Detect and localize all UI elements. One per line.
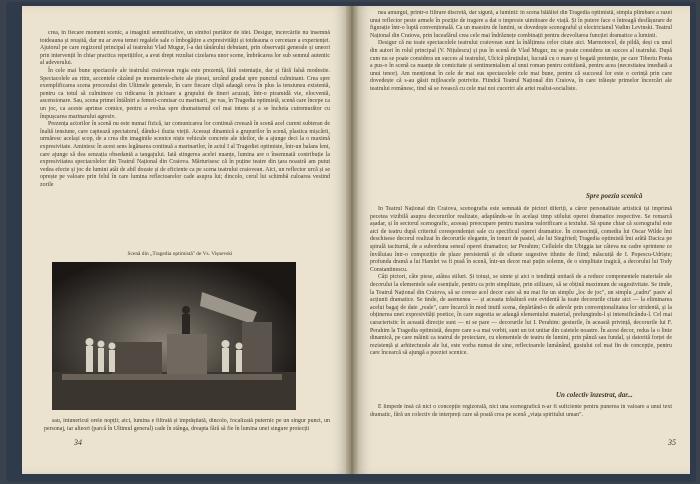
left-page-bottom-text: [44, 418, 330, 438]
right-paragraph: Câți pictori, câte piese, atâtea stiluri. Și totuși, se simte și aici o tendință unitară de a reduce componentele materiale ale decorului la elementele sale esențiale, pentru ca prin simplitate, prin stilizare, să se obțină maximum de sugestivitate. Se tinde, la Teatrul Național din Craiova, să se creeze acel decor care să nu mai fie un simplu „loc de joc", un simplu „cadru" pasiv al acțiunii dramatice. Se tinde, de asemenea — și aceasta trăsătură este evidentă la toate decorurile citate aici — la eliminarea acelui bagaj de date „reale", care încarcă în mod inutil scena, depărtând-o de adevăr prin convenționalitatea lor stridentă, și la obținerea unei expresivități poetice, în care sugestia se adaugă elementului material, prelungindu-l și intensificându-l. Cel mai caracteristic în această direcție sunt — ni se pare — decorurile lui I. Perahim: gesturile, în această privință, decorurile lui F. Perahim la Tragedia optimistă, despre care s-a mai vorbit, sunt un tot unitar din caietele noastre. În acest decor, redus la o linie dinamică, pe care mâinii ca teatrul de proiectare, cu elementele de teatru de lumini, prin pânză sau fundal, și datorită forței de rezistență și arhitecturale ale lui, este vorba numai de sine, reflectoarele lumânând, gustului cel mai fin de concepție, pentru care încearcă să ajungă a poeziei scenice.: [370, 274, 672, 357]
page-number-right: 35: [668, 438, 676, 447]
right-page-mid-text: [370, 206, 672, 384]
photo-caption: Scenă din „Tragedia optimistă" de Vs. Vișnevski: [127, 251, 233, 257]
right-page-bottom-text: [370, 404, 672, 434]
section-title-scenic-poetry: Spre poezia scenică: [586, 192, 643, 200]
page-number-left: 34: [74, 438, 82, 447]
right-paragraph: E limpede însă că nici o concepție regizorală, nici una scenografică n-ar fi suficiente pentru punerea în valoare a unui text dramatic, fără un colectiv de interpreți care să poată crea pe scenă „viața spiritului uman".: [370, 404, 672, 418]
left-paragraph: Prezența actorilor în scenă nu este numai fizică, iar comunicarea lor continuă creează în scenă acel curent subteran de înaltă tensiune, care captează spectatorul, dându-i iluzia vieții. Aceeași dinamică a grupurilor în scenă, plastica mișcării, urmăresc același scop, de a crea din imaginile scenice niște vehicule concrete ale ideilor, de a ajunge deci la o maximă expresivitate. Amintesc în acest sens legănarea continuă a marinarilor, în actul I al Tragediei optimiste, într-un balans lent, care ajunge să dea senzația obsedantă a tangajului. Iată stingerea acelei nuanțe, lumina are o însemnată contribuție la expresivitatea spectacolelor din Teatrul Național din Craiova. Mărturisesc că în puține teatre din țara noastră am putut vedea efecte și joc de lumini atât de abil dozate și de eficiente ca pe scena teatrului craiovean. Aici, un reflector urcă și se oprește pe valoare prin felul în care lumina reflectoarelor cade asupra lui; dincolo, cerul lui schimbă culoarea vestind zorile: [40, 121, 330, 188]
book-gutter: [346, 6, 358, 474]
left-paragraph: crea, în fiecare moment scenic, a imaginii semnificative, un simbol purtător de idei. Desigur, încercările nu însemnă totdeauna și reușită, dar nu ar avea temei regalele sale o îmbogățire a expresivității și totdeauna o cercetare a experienței. Ajutorul pe care regizorul principal al teatrului Vlad Mugur, l-a dat tânărului debutant, prin observații generale și uneori prin intervenții în chiar practica repetițiilor, a avut drept rezultat cizelarea unor scene, îmbrăcarea lor sub semnul autentic al adeverului.: [40, 30, 330, 67]
stage-photo: [52, 262, 296, 410]
right-paragraph: Desigur că nu toate spectacolele teatrului craiovean sunt la înălțimea celor citate aici. Marmotocel, de pildă, deși cu unul din autori în rolul principal (V. Nițulescu) și pus în scenă de Vlad Mugur, nu se poate considera un succes al teatrului. După cum nu se poate considera un succes al teatrului, Ulcică păruțiului, lucrată cu o mare și bogată pretenție, pe care Tiberiu Ponta a pus-o în scenă ca nuanțe de comicitate și sentimentalism al unui roman pentru cotidiană, pentru acea (necesitatea imediată a unui tenor). Am menționat în cele de mai sus spectacolele cele mai bune, pentru că succesul lor este o cerință prin care dovedește că s-au găsit mijloacele potrivite. Fiindcă Teatrul Național din Craiova, în care trăiește primelor încercări ale teatrului românesc, tind să se ivească cu cele mai noi cuceriri ale artei realist-socialiste.: [370, 40, 672, 92]
section-title-collective: Un colectiv înzestrat, dar...: [556, 391, 633, 399]
right-page-body: [370, 10, 672, 172]
left-page-body: [40, 30, 330, 252]
stage-scene-illustration: [52, 262, 296, 410]
right-paragraph: În Teatrul Național din Craiova, scenografia este semnată de pictori diferiți, a căror personalitate artistică își imprimă pecetea vizibilă asupra decorurilor realizate, adaptându-se în același timp stilului operei dramatice respective. Se remarcă așadar, și în sectorul scenografic, aceeași preocupare pentru maxima valorificare a textului. Să spune chiar că scenograful este aici de teatru după criteriul corespondenței sale cu specificul operei dramatice. În consecință, comedia lui Oscar Wilde îmi deschisese decorul realizat în decorurile elegante, în tonuri de pastel, ale lui Siegfried; Tragedia optimistă îmi arătă Dacica pe spirală taciturnă, de a subordona sensul operei dramatice; iar Perahim; Cellulele din Ubiggia iar câteva nu cadre sprintene ce învăluiau într-o compoziție de plaze persistentă și de siluete sugestive tihnite de fiind; măscuiță de I. Popescu-Udriște; profunda dramă a lui Hamlet va fi pusă în scenă, într-un decor mai puțin solemn, de o simplitate tragică, a decorului lui Tody Constantinescu.: [370, 206, 672, 273]
left-paragraph: sau, întunericul orele nopții; aici, lumina e filtrată și împrăștiată, dincolo, focalizată puternic pe un singur punct, un personaj, iar alteori (parcă în Ultimul general) cade în stânga, dreapta fără să fie în lumina unei singure proiecții: [44, 418, 330, 432]
right-paragraph: nea amurgul, printr-o filtrare discretă, dar sigură, a luminii: în scena bătăliei din Tragedia optimistă, simpla plimbare a razei unui reflector peste armele în poziție de tragere a dat o impresie uimitoare de viață. Și în putere face o întreagă desfășurare de figurație într-o luptă convențională. Ca un maestru de lumini, se dovedește scenograful și electricianul Vadim Levinski. Teatrul Național din Craiova, prin luceafărul crea cele mai îndrăznețe combinații pentru dezvoltarea funcției dramatice a luminii.: [370, 10, 672, 39]
left-paragraph: În cele mai bune spectacole ale teatrului craiovean regia este prezentă, fără ostentație, dar și fără falsă modestie. Spectacolele au ritm, accentele căzând pe momentele-cheie ale piesei, urcând gradat spre punctul culminant. Crea spre exemplificarea scena procesului din Ultimele generale, în care fiecare clipă adaugă ceva în plus la tensiunea existentă, pentru ca totul să culmineze cu ridicarea în picioare a grupului de tineri acuzați, într-o piramidă vie, elocventă, ascensionare. Sau, scena primei întâlniri a femeii-comisar cu marinarii, pe vas, în Tragedia optimistă, scenă care începe ca un joc, ca aceste aprinse comice, pentru a evolua spre dramatismul cel mai intens și a se încheia cutremurător cu împușcarea marinarului agresiv.: [40, 67, 330, 120]
